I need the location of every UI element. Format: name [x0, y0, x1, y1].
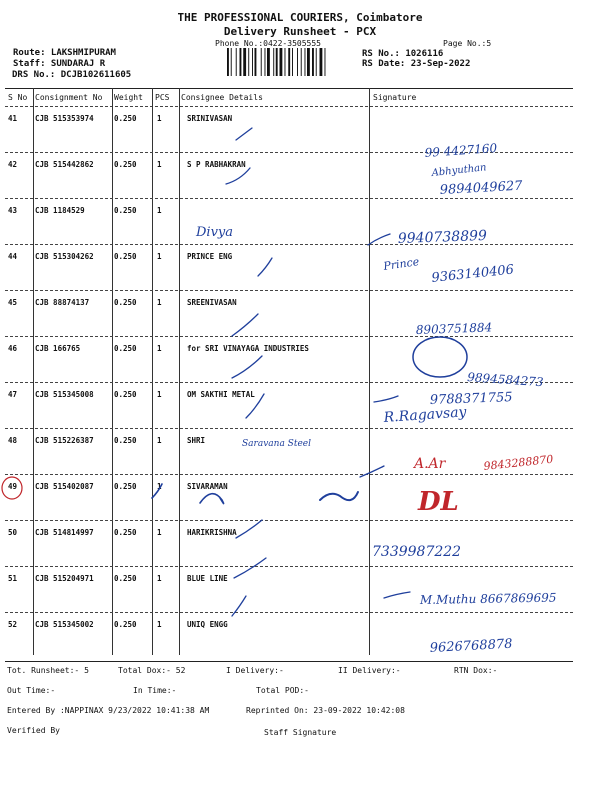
cell-consignment: CJB 1184529 [35, 206, 85, 215]
cell-weight: 0.250 [114, 252, 137, 261]
cell-sno: 48 [8, 436, 18, 445]
tick-mark [360, 466, 384, 477]
cell-consignment: CJB 515442862 [35, 160, 94, 169]
tick-mark [152, 484, 162, 498]
cell-sno: 41 [8, 114, 18, 123]
cell-weight: 0.250 [114, 436, 137, 445]
cell-sno: 47 [8, 390, 18, 399]
scribble-mark [200, 494, 224, 504]
cell-consignee: OM SAKTHI METAL [187, 390, 255, 399]
cell-pcs: 1 [157, 436, 162, 445]
row43-handwritten-name: Divya [196, 225, 234, 240]
col-signature: Signature [373, 93, 417, 102]
entered-by: Entered By :NAPPINAX 9/23/2022 10:41:38 AM [7, 706, 210, 715]
cell-sno: 46 [8, 344, 18, 353]
cell-pcs: 1 [157, 114, 162, 123]
cell-pcs: 1 [157, 528, 162, 537]
verified-by: Verified By [7, 726, 60, 735]
cell-sno: 52 [8, 620, 18, 629]
cell-consignment: CJB 514814997 [35, 528, 94, 537]
cell-weight: 0.250 [114, 482, 137, 491]
signature-42-name: Abhyuthan [431, 162, 488, 179]
signature-45: 8903751884 [415, 320, 493, 337]
cell-pcs: 1 [157, 390, 162, 399]
signature-44-phone: 9363140406 [430, 262, 515, 286]
tick-mark [234, 558, 266, 578]
document-title: Delivery Runsheet - PCX [223, 25, 377, 38]
cell-consignment: CJB 515402087 [35, 482, 94, 491]
total-pod: Total POD:- [256, 686, 309, 695]
cell-sno: 42 [8, 160, 18, 169]
cell-consignee: SHRI [187, 436, 206, 445]
table-bottom-rule [5, 661, 573, 662]
cell-weight: 0.250 [114, 390, 137, 399]
cell-consignee: for SRI VINAYAGA INDUSTRIES [187, 344, 309, 353]
cell-pcs: 1 [157, 252, 162, 261]
col-consignee: Consignee Details [181, 93, 263, 102]
tick-mark [232, 356, 262, 378]
cell-consignee: SRINIVASAN [187, 114, 233, 123]
signature-43: 9940738899 [397, 227, 488, 247]
cell-consignee: S P RABHAKRAN [187, 160, 246, 169]
cell-weight: 0.250 [114, 298, 137, 307]
rs-number: RS No.: 1026116 [362, 49, 444, 59]
staff-label: Staff: SUNDARAJ R [13, 59, 106, 69]
cell-pcs: 1 [157, 482, 162, 491]
signature-46: 9894584273 [466, 370, 544, 390]
cell-pcs: 1 [157, 344, 162, 353]
company-name: THE PROFESSIONAL COURIERS, Coimbatore [177, 11, 423, 24]
cell-consignment: CJB 88874137 [35, 298, 90, 307]
total-dox: Total Dox:- 52 [118, 666, 186, 675]
cell-consignment: CJB 515226387 [35, 436, 94, 445]
total-runsheet: Tot. Runsheet:- 5 [7, 666, 89, 675]
out-time: Out Time:- [7, 686, 56, 695]
signature-48-initials: A.Ar [414, 456, 446, 472]
cell-sno: 43 [8, 206, 18, 215]
in-time: In Time:- [133, 686, 177, 695]
cell-sno: 45 [8, 298, 18, 307]
col-weight: Weight [114, 93, 143, 102]
cell-consignment: CJB 515345002 [35, 620, 94, 629]
signature-44-name: Prince [382, 255, 421, 273]
tick-mark [368, 234, 390, 245]
row48-handwritten-name: Saravana Steel [242, 439, 311, 449]
cell-weight: 0.250 [114, 160, 137, 169]
cell-consignment: CJB 515304262 [35, 252, 94, 261]
cell-consignee: BLUE LINE [187, 574, 228, 583]
cell-consignment: CJB 515204971 [35, 574, 94, 583]
tick-mark [374, 396, 398, 402]
drs-number: DRS No.: DCJB102611605 [12, 70, 132, 80]
cell-weight: 0.250 [114, 114, 137, 123]
signature-51: M.Muthu 8667869695 [419, 590, 557, 607]
cell-sno: 50 [8, 528, 18, 537]
ii-delivery: II Delivery:- [338, 666, 401, 675]
rtn-dox: RTN Dox:- [454, 666, 498, 675]
cell-pcs: 1 [157, 206, 162, 215]
cell-weight: 0.250 [114, 528, 137, 537]
cell-consignee: SREENIVASAN [187, 298, 237, 307]
signature-41: 99 4427160 [424, 140, 498, 160]
tick-mark [232, 596, 246, 616]
signature-48-phone: 9843288870 [482, 452, 554, 473]
cell-consignee: HARIKRISHNA [187, 528, 237, 537]
signature-47-phone: 9788371755 [429, 390, 513, 408]
phone-number: Phone No.:0422-3505555 [215, 39, 321, 48]
cell-sno: 51 [8, 574, 18, 583]
tick-mark [232, 314, 258, 336]
cell-pcs: 1 [157, 574, 162, 583]
cell-weight: 0.250 [114, 574, 137, 583]
col-consignment: Consignment No [35, 93, 103, 102]
signature-47-name: R.Ragavsay [383, 404, 467, 426]
tick-mark [236, 520, 262, 538]
col-sno: S No [8, 93, 28, 102]
i-delivery: I Delivery:- [226, 666, 284, 675]
cell-consignee: SIVARAMAN [187, 482, 228, 491]
reprinted-on: Reprinted On: 23-09-2022 10:42:08 [246, 706, 405, 715]
tick-mark [236, 128, 252, 140]
page-number: Page No.:5 [443, 39, 492, 48]
cell-consignee: PRINCE ENG [187, 252, 233, 261]
cell-weight: 0.250 [114, 344, 137, 353]
red-circle-mark [2, 477, 22, 499]
signature-mark [320, 492, 358, 500]
route-label: Route: LAKSHMIPURAM [13, 48, 116, 58]
signature-52: 9626768878 [429, 636, 513, 656]
cell-weight: 0.250 [114, 206, 137, 215]
staff-signature: Staff Signature [264, 728, 337, 737]
col-pcs: PCS [155, 93, 170, 102]
cell-consignment: CJB 515345008 [35, 390, 94, 399]
tick-mark [246, 394, 264, 418]
cell-sno: 44 [8, 252, 18, 261]
signature-circle [413, 337, 467, 377]
cell-sno: 49 [8, 482, 18, 491]
cell-pcs: 1 [157, 620, 162, 629]
tick-mark [258, 258, 272, 276]
signature-50: 7339987222 [372, 544, 462, 560]
cell-weight: 0.250 [114, 620, 137, 629]
rs-date: RS Date: 23-Sep-2022 [362, 59, 471, 69]
tick-mark [226, 168, 250, 184]
signature-42-phone: 9894049627 [439, 178, 523, 198]
cell-pcs: 1 [157, 160, 162, 169]
signature-49: DL [418, 487, 459, 517]
cell-pcs: 1 [157, 298, 162, 307]
tick-mark [384, 592, 410, 598]
cell-consignment: CJB 166765 [35, 344, 81, 353]
cell-consignment: CJB 515353974 [35, 114, 94, 123]
cell-consignee: UNIQ ENGG [187, 620, 228, 629]
